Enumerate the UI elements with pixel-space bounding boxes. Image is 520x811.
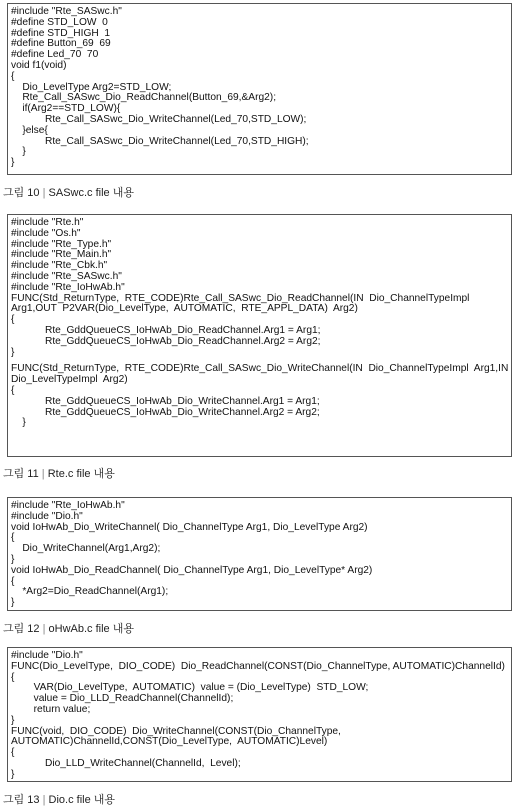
code-line: {	[11, 532, 15, 544]
code-line: {	[11, 671, 15, 683]
code-line: Rte_GddQueueCS_IoHwAb_Dio_ReadChannel.Arg1 = Arg1;	[11, 324, 321, 336]
caption-text: Rte.c file 내용	[47, 468, 115, 480]
code-line: VAR(Dio_LevelType, AUTOMATIC) value = (Dio_LevelType) STD_LOW;	[11, 682, 369, 694]
code-line: FUNC(Std_ReturnType, RTE_CODE)Rte_Call_SASwc_Dio_ReadChannel(IN Dio_ChannelTypeImpl	[11, 292, 470, 304]
code-line: #define STD_LOW 0	[11, 16, 108, 28]
code-line: }	[11, 417, 26, 429]
code-line: #include "Os.h"	[11, 227, 81, 239]
code-line: #include "Rte_Cbk.h"	[11, 260, 108, 272]
code-line: #include "Rte_SASwc.h"	[11, 6, 122, 17]
figure-caption	[3, 465, 115, 481]
code-line: }	[11, 146, 26, 158]
caption-separator: |	[42, 623, 49, 635]
code-line: Rte_GddQueueCS_IoHwAb_Dio_ReadChannel.Arg2 = Arg2;	[11, 335, 321, 347]
code-line: Rte_GddQueueCS_IoHwAb_Dio_WriteChannel.Arg2 = Arg2;	[11, 406, 320, 418]
caption-label: 그림 12	[3, 623, 40, 635]
caption-separator: |	[41, 468, 48, 480]
code-line: }	[11, 157, 15, 169]
caption-label: 그림 13	[3, 794, 40, 806]
code-line: #include "Rte_Type.h"	[11, 238, 112, 250]
code-line: Rte_Call_SASwc_Dio_WriteChannel(Led_70,STD_LOW);	[11, 113, 307, 125]
code-box-saswc	[7, 3, 512, 175]
code-line: void IoHwAb_Dio_ReadChannel( Dio_ChannelType Arg1, Dio_LevelType* Arg2)	[11, 564, 373, 576]
code-line: void IoHwAb_Dio_WriteChannel( Dio_ChannelType Arg1, Dio_LevelType Arg2)	[11, 521, 368, 533]
code-line: FUNC(Dio_LevelType, DIO_CODE) Dio_ReadChannel(CONST(Dio_ChannelType, AUTOMATIC)ChannelId)	[11, 660, 505, 672]
figure-caption	[3, 184, 134, 200]
code-line: Dio_LevelType Arg2=STD_LOW;	[11, 81, 172, 93]
code-line: FUNC(void, DIO_CODE) Dio_WriteChannel(CONST(Dio_ChannelType,	[11, 725, 341, 737]
caption-text: oHwAb.c file 내용	[48, 623, 134, 635]
code-line: #include "Dio.h"	[11, 650, 83, 661]
code-line: {	[11, 384, 15, 396]
code-line: Rte_GddQueueCS_IoHwAb_Dio_WriteChannel.Arg1 = Arg1;	[11, 395, 320, 407]
code-line: }	[11, 346, 15, 358]
code-line: {	[11, 314, 15, 326]
code-line: *Arg2=Dio_ReadChannel(Arg1);	[11, 586, 169, 598]
code-box-iohwab	[7, 497, 512, 611]
code-line: {	[11, 747, 15, 759]
code-line: #include "Rte_SASwc.h"	[11, 270, 122, 282]
code-line: Rte_Call_SASwc_Dio_WriteChannel(Led_70,STD_HIGH);	[11, 135, 309, 147]
code-line: }	[11, 714, 15, 726]
code-line: }	[11, 597, 15, 609]
code-line: return value;	[11, 703, 91, 715]
caption-text: Dio.c file 내용	[48, 794, 116, 806]
caption-label: 그림 10	[3, 187, 40, 199]
code-line: }	[11, 768, 15, 780]
code-line: {	[11, 70, 15, 82]
code-line: Dio_WriteChannel(Arg1,Arg2);	[11, 543, 161, 555]
code-line: AUTOMATIC)ChannelId,CONST(Dio_LevelType, AUTOMATIC)Level)	[11, 736, 328, 748]
code-line: Arg1,OUT P2VAR(Dio_LevelType, AUTOMATIC, RTE_APPL_DATA) Arg2)	[11, 303, 358, 315]
figure-caption	[3, 620, 134, 636]
code-line: void f1(void)	[11, 59, 67, 71]
code-line: {	[11, 575, 15, 587]
code-line: Dio_LLD_WriteChannel(ChannelId, Level);	[11, 757, 241, 769]
code-line: #include "Rte_IoHwAb.h"	[11, 281, 125, 293]
code-line: }	[11, 553, 15, 565]
caption-separator: |	[42, 187, 49, 199]
code-line: #include "Rte_Main.h"	[11, 249, 112, 261]
code-line: value = Dio_LLD_ReadChannel(ChannelId);	[11, 693, 234, 705]
code-line: #include "Rte_IoHwAb.h"	[11, 500, 125, 511]
code-line: #include "Rte.h"	[11, 217, 84, 228]
caption-separator: |	[42, 794, 49, 806]
code-line: Rte_Call_SASwc_Dio_ReadChannel(Button_69,&Arg2);	[11, 92, 277, 104]
code-line: if(Arg2==STD_LOW){	[11, 103, 121, 115]
code-line: Dio_LevelTypeImpl Arg2)	[11, 374, 128, 386]
figure-caption	[3, 791, 115, 807]
code-line: #include "Dio.h"	[11, 510, 83, 522]
code-box-rte	[7, 214, 512, 457]
code-line: #define Button_69 69	[11, 38, 111, 50]
caption-text: SASwc.c file 내용	[48, 187, 134, 199]
code-line: #define Led_70 70	[11, 49, 99, 61]
code-line: #define STD_HIGH 1	[11, 27, 111, 39]
caption-label: 그림 11	[3, 468, 39, 480]
code-line: }else{	[11, 124, 48, 136]
code-box-dio	[7, 647, 512, 782]
code-line: FUNC(Std_ReturnType, RTE_CODE)Rte_Call_SASwc_Dio_WriteChannel(IN Dio_ChannelTypeImpl Arg1,IN	[11, 363, 509, 375]
